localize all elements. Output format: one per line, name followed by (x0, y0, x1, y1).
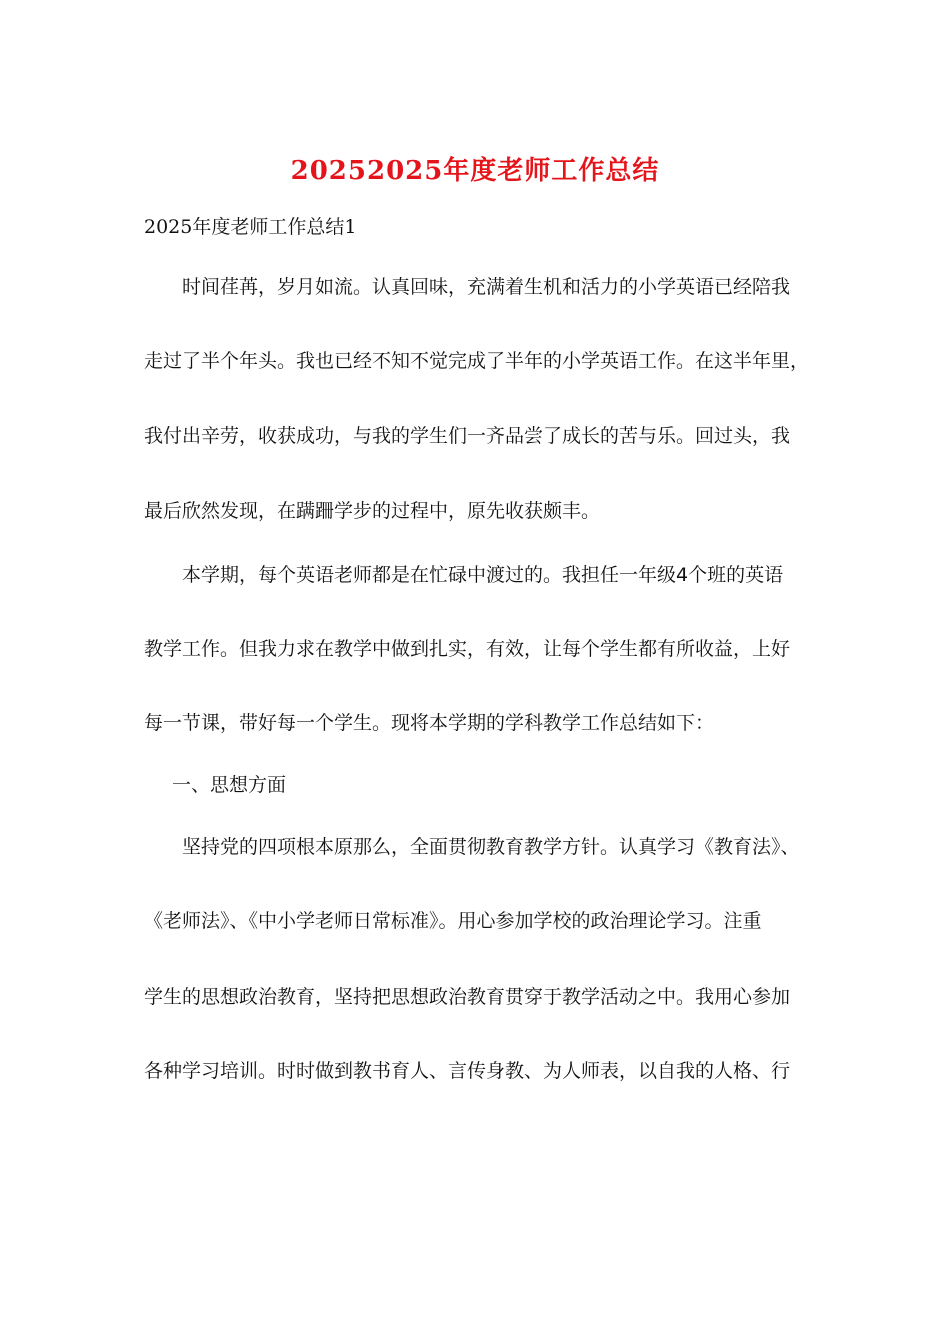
paragraph-line: 最后欣然发现，在蹒跚学步的过程中，原先收获颇丰。 (144, 500, 601, 522)
document-subtitle: 2025年度老师工作总结1 (144, 216, 357, 238)
paragraph-line: 坚持党的四项根本原那么，全面贯彻教育教学方针。认真学习《教育法》、 (182, 836, 800, 858)
paragraph-line: 学生的思想政治教育，坚持把思想政治教育贯穿于教学活动之中。我用心参加 (144, 986, 791, 1008)
paragraph-line: 每一节课，带好每一个学生。现将本学期的学科教学工作总结如下： (144, 712, 715, 734)
paragraph-line: 时间荏苒，岁月如流。认真回味，充满着生机和活力的小学英语已经陪我 (182, 276, 791, 298)
section-heading: 一、思想方面 (172, 774, 287, 796)
paragraph-line: 《老师法》、《中小学老师日常标准》。用心参加学校的政治理论学习。注重 (144, 910, 762, 932)
paragraph-line: 本学期，每个英语老师都是在忙碌中渡过的。我担任一年级4个班的英语 (182, 564, 784, 586)
paragraph-line: 各种学习培训。时时做到教书育人、言传身教、为人师表，以自我的人格、行 (144, 1060, 791, 1082)
paragraph-line: 教学工作。但我力求在教学中做到扎实，有效，让每个学生都有所收益，上好 (144, 638, 791, 660)
paragraph-line: 我付出辛劳，收获成功，与我的学生们一齐品尝了成长的苦与乐。回过头，我 (144, 425, 791, 447)
document-title: 20252025年度老师工作总结 (290, 156, 660, 186)
paragraph-line: 走过了半个年头。我也已经不知不觉完成了半年的小学英语工作。在这半年里， (144, 350, 810, 372)
